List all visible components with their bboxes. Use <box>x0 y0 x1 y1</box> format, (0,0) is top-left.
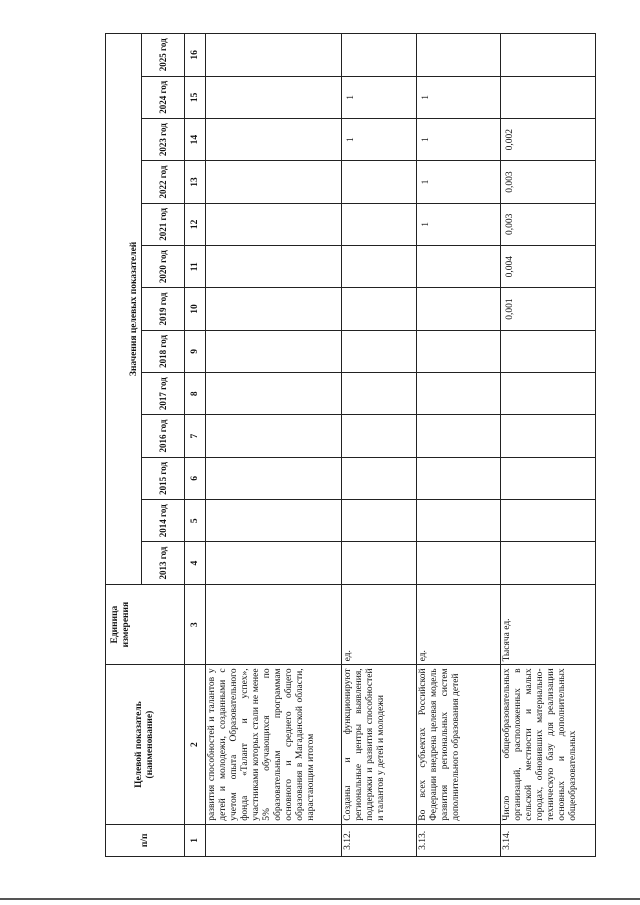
row-value <box>206 246 342 288</box>
column-number: 2 <box>185 665 206 824</box>
row-indicator: Созданы и функционируют региональные центры выявления, поддержки и развития способностей и талантов у детей и молодежи <box>342 665 417 824</box>
row-value <box>417 415 501 457</box>
table-row <box>501 34 596 857</box>
row-value <box>342 415 417 457</box>
row-value <box>206 500 342 542</box>
indicator-table <box>105 33 596 857</box>
row-value: 1 <box>417 203 501 245</box>
row-indicator: Число общеобразовательных организаций, расположенных в сельской местности и малых городах, обновивших материально-техническую базу для реализации основных и дополнительных общеобразовательных <box>501 665 596 824</box>
row-value <box>501 542 596 584</box>
row-value: 0,003 <box>501 203 596 245</box>
row-value <box>417 500 501 542</box>
row-value <box>501 415 596 457</box>
year-header: 2018 год <box>142 330 185 372</box>
row-value <box>206 34 342 77</box>
row-unit: ед. <box>417 584 501 665</box>
row-value <box>206 542 342 584</box>
row-value: 0,003 <box>501 161 596 203</box>
column-number: 13 <box>185 161 206 203</box>
row-value <box>417 457 501 499</box>
row-unit <box>206 584 342 665</box>
row-value: 1 <box>417 76 501 118</box>
row-value <box>501 330 596 372</box>
column-number: 6 <box>185 457 206 499</box>
year-header: 2013 год <box>142 542 185 584</box>
rotated-table-container <box>105 33 587 857</box>
header-values: Значения целевых показателей <box>106 34 142 585</box>
row-value <box>206 203 342 245</box>
year-header: 2023 год <box>142 118 185 160</box>
row-num: 3.13. <box>417 824 501 856</box>
row-value: 0,001 <box>501 288 596 330</box>
year-header: 2014 год <box>142 500 185 542</box>
column-number: 10 <box>185 288 206 330</box>
column-number: 9 <box>185 330 206 372</box>
row-value: 0,002 <box>501 118 596 160</box>
row-value <box>342 500 417 542</box>
column-number: 5 <box>185 500 206 542</box>
row-value <box>342 457 417 499</box>
year-header: 2024 год <box>142 76 185 118</box>
column-number-row <box>185 34 206 857</box>
row-indicator: Во всех субъектах Российской Федерации внедрена целевая модель развития региональных систем дополнительного образования детей <box>417 665 501 824</box>
row-value: 1 <box>417 161 501 203</box>
row-value <box>417 288 501 330</box>
column-number: 4 <box>185 542 206 584</box>
column-number: 3 <box>185 584 206 665</box>
row-value <box>342 288 417 330</box>
row-value <box>206 288 342 330</box>
column-number: 14 <box>185 118 206 160</box>
table-row <box>417 34 501 857</box>
year-header: 2025 год <box>142 34 185 77</box>
row-value <box>206 161 342 203</box>
row-value <box>417 330 501 372</box>
column-number: 11 <box>185 246 206 288</box>
row-unit: ед. <box>342 584 417 665</box>
column-number: 12 <box>185 203 206 245</box>
row-value <box>417 542 501 584</box>
column-number: 8 <box>185 373 206 415</box>
row-value <box>501 500 596 542</box>
row-value: 1 <box>417 118 501 160</box>
row-value <box>206 118 342 160</box>
header-indicator: Целевой показатель (наименование) <box>106 665 185 824</box>
column-number: 15 <box>185 76 206 118</box>
row-value: 0,004 <box>501 246 596 288</box>
row-value <box>342 373 417 415</box>
row-value <box>342 330 417 372</box>
row-value <box>342 246 417 288</box>
row-value <box>206 76 342 118</box>
row-value <box>342 161 417 203</box>
row-num: 3.12. <box>342 824 417 856</box>
row-num <box>206 824 342 856</box>
row-value <box>342 34 417 77</box>
row-value <box>342 203 417 245</box>
table-row <box>342 34 417 857</box>
table-row <box>206 34 342 857</box>
column-number: 7 <box>185 415 206 457</box>
header-num: п/п <box>106 824 185 856</box>
row-value <box>206 415 342 457</box>
row-value <box>501 457 596 499</box>
column-number: 1 <box>185 824 206 856</box>
row-value <box>501 76 596 118</box>
row-value <box>206 457 342 499</box>
year-header: 2021 год <box>142 203 185 245</box>
header-unit: Единица измерения <box>106 584 185 665</box>
row-value: 1 <box>342 118 417 160</box>
year-header: 2016 год <box>142 415 185 457</box>
row-unit: Тысяча ед. <box>501 584 596 665</box>
row-value <box>206 330 342 372</box>
year-header: 2015 год <box>142 457 185 499</box>
row-value <box>342 542 417 584</box>
row-value <box>501 373 596 415</box>
row-value: 1 <box>342 76 417 118</box>
year-header: 2017 год <box>142 373 185 415</box>
row-value <box>417 246 501 288</box>
column-number: 16 <box>185 34 206 77</box>
year-header: 2022 год <box>142 161 185 203</box>
year-header: 2020 год <box>142 246 185 288</box>
row-num: 3.14. <box>501 824 596 856</box>
row-value <box>417 34 501 77</box>
year-header: 2019 год <box>142 288 185 330</box>
row-value <box>417 373 501 415</box>
row-value <box>501 34 596 77</box>
row-value <box>206 373 342 415</box>
row-indicator: развития способностей и талантов у детей и молодежи, созданными с учетом опыта Образовательного фонда «Талант и успех», участниками которых стали не менее 5% обучающихся по образовательным программам основного и среднего общего образования в Магаданской области, нарастающим итогом <box>206 665 342 824</box>
